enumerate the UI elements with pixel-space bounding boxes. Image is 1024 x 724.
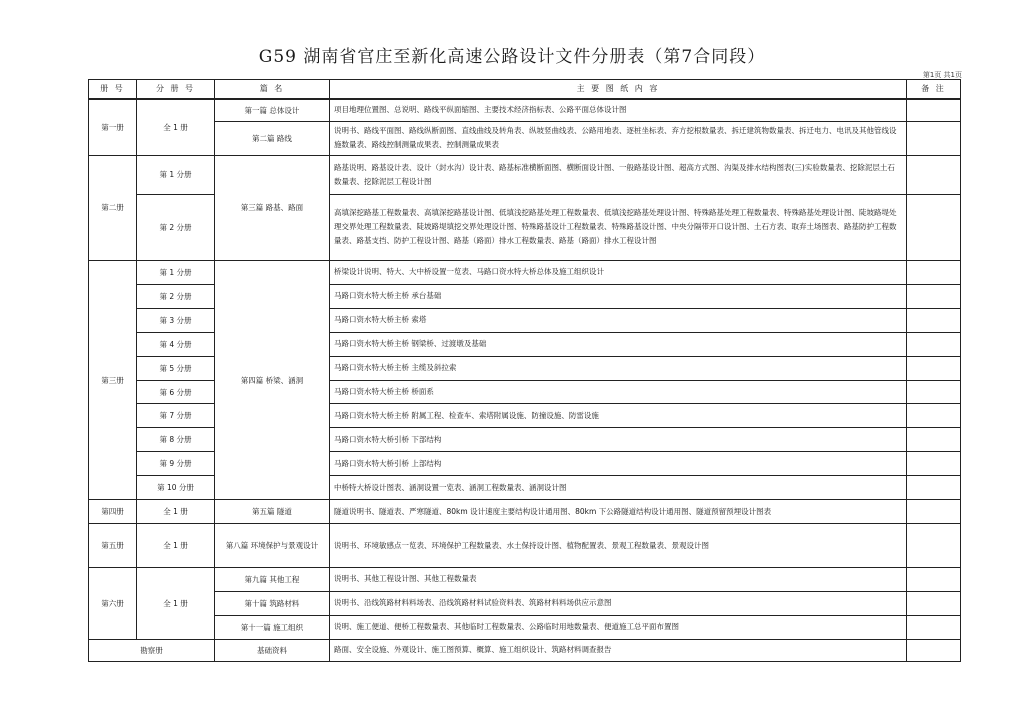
subvolume-cell: 第 7 分册 bbox=[137, 404, 215, 428]
table-row bbox=[89, 155, 961, 195]
remarks-cell bbox=[907, 615, 961, 639]
contents-cell: 马路口资水特大桥主桥 附属工程、检查车、索塔附属设施、防撞设施、防雷设施 bbox=[330, 404, 907, 428]
table-row bbox=[89, 122, 961, 155]
contents-cell: 马路口资水特大桥主桥 桥面系 bbox=[330, 380, 907, 404]
chapter-cell: 第四篇 桥梁、涵洞 bbox=[215, 260, 330, 500]
remarks-cell bbox=[907, 500, 961, 524]
chapter-cell: 基础资料 bbox=[215, 639, 330, 661]
subvolume-cell: 全 1 册 bbox=[137, 99, 215, 155]
remarks-cell bbox=[907, 122, 961, 155]
contents-cell: 说明书、沿线筑路材料料场表、沿线筑路材料试验资料表、筑路材料料场供应示意图 bbox=[330, 591, 907, 615]
chapter-cell: 第二篇 路线 bbox=[215, 122, 330, 155]
remarks-cell bbox=[907, 428, 961, 452]
contents-cell: 高填深挖路基工程数量表、高填深挖路基设计图、低填浅挖路基处理工程数量表、低填浅挖路基处理设计图、特殊路基处理工程数量表、特殊路基处理设计图、陡坡路堤处理交界处理工程数量表、陡坡路堤填挖交界处理设计图、特殊路基设计工程数量表、特殊路基设计图、中央分隔带开口设计图、土石方表、取弃土场图表、路基防护工程数量表、路基支挡、防护工程设计图、路基（路面）排水工程数量表、路基（路面）排水工程设计图 bbox=[330, 195, 907, 261]
contents-cell: 马路口资水特大桥主桥 钢梁桥、过渡墩及基础 bbox=[330, 332, 907, 356]
remarks-cell bbox=[907, 380, 961, 404]
chapter-cell: 第九篇 其他工程 bbox=[215, 568, 330, 592]
table-row bbox=[89, 568, 961, 592]
volume-cell: 第四册 bbox=[89, 500, 137, 524]
contents-cell: 马路口资水特大桥引桥 上部结构 bbox=[330, 452, 907, 476]
volume-cell: 第六册 bbox=[89, 568, 137, 640]
remarks-cell bbox=[907, 99, 961, 122]
remarks-cell bbox=[907, 260, 961, 284]
chapter-cell: 第五篇 隧道 bbox=[215, 500, 330, 524]
contents-cell: 隧道说明书、隧道表、严寒隧道、80km 设计速度主要结构设计通用图、80km 下公路隧道结构设计通用图、隧道预留预埋设计图表 bbox=[330, 500, 907, 524]
volume-cell: 第二册 bbox=[89, 155, 137, 260]
subvolume-cell: 第 9 分册 bbox=[137, 452, 215, 476]
subvolume-cell: 第 2 分册 bbox=[137, 284, 215, 308]
contents-cell: 桥梁设计说明、特大、大中桥设置一览表、马路口资水特大桥总体及施工组织设计 bbox=[330, 260, 907, 284]
volume-table bbox=[88, 79, 961, 662]
subvolume-cell: 第 6 分册 bbox=[137, 380, 215, 404]
chapter-cell: 第十篇 筑路材料 bbox=[215, 591, 330, 615]
contents-cell: 马路口资水特大桥主桥 承台基础 bbox=[330, 284, 907, 308]
table-header-row bbox=[89, 80, 961, 99]
contents-cell: 马路口资水特大桥主桥 索塔 bbox=[330, 308, 907, 332]
remarks-cell bbox=[907, 476, 961, 500]
subvolume-cell: 全 1 册 bbox=[137, 500, 215, 524]
chapter-cell: 第十一篇 施工组织 bbox=[215, 615, 330, 639]
header-subvolume: 分 册 号 bbox=[137, 80, 215, 99]
subvolume-cell: 全 1 册 bbox=[137, 568, 215, 640]
subvolume-cell: 第 3 分册 bbox=[137, 308, 215, 332]
contents-cell: 说明书、路线平面图、路线纵断面图、直线曲线及转角表、纵坡竖曲线表、公路用地表、逐桩坐标表、弃方挖根数量表、拆迁建筑物数量表、拆迁电力、电讯及其他管线设施数量表、路线控制测量成果表、控制测量成果表 bbox=[330, 122, 907, 155]
contents-cell: 路面、安全设施、外观设计、施工图预算、概算、施工组织设计、筑路材料调查报告 bbox=[330, 639, 907, 661]
contents-cell: 说明书、其他工程设计图、其他工程数量表 bbox=[330, 568, 907, 592]
subvolume-cell: 全 1 册 bbox=[137, 524, 215, 568]
subvolume-cell: 第 5 分册 bbox=[137, 356, 215, 380]
remarks-cell bbox=[907, 356, 961, 380]
contents-cell: 说明、施工便道、便桥工程数量表、其他临时工程数量表、公路临时用地数量表、便道施工总平面布置图 bbox=[330, 615, 907, 639]
header-volume: 册 号 bbox=[89, 80, 137, 99]
subvolume-cell: 第 10 分册 bbox=[137, 476, 215, 500]
remarks-cell bbox=[907, 568, 961, 592]
header-contents: 主 要 图 纸 内 容 bbox=[330, 80, 907, 99]
table-row bbox=[89, 500, 961, 524]
subvolume-cell: 第 8 分册 bbox=[137, 428, 215, 452]
remarks-cell bbox=[907, 284, 961, 308]
subvolume-cell: 第 2 分册 bbox=[137, 195, 215, 261]
subvolume-cell: 第 4 分册 bbox=[137, 332, 215, 356]
volume-cell: 第一册 bbox=[89, 99, 137, 155]
chapter-cell: 第八篇 环境保护与景观设计 bbox=[215, 524, 330, 568]
remarks-cell bbox=[907, 639, 961, 661]
table-row bbox=[89, 591, 961, 615]
contents-cell: 项目地理位置图、总说明、路线平纵面缩图、主要技术经济指标表、公路平面总体设计图 bbox=[330, 99, 907, 122]
remarks-cell bbox=[907, 591, 961, 615]
remarks-cell bbox=[907, 524, 961, 568]
table-row bbox=[89, 99, 961, 122]
volume-cell: 第五册 bbox=[89, 524, 137, 568]
remarks-cell bbox=[907, 155, 961, 195]
chapter-cell: 第一篇 总体设计 bbox=[215, 99, 330, 122]
document-title: G59 湖南省官庄至新化高速公路设计文件分册表（第7合同段） bbox=[258, 47, 766, 67]
volume-cell: 勘察册 bbox=[89, 639, 215, 661]
contents-cell: 马路口资水特大桥主桥 主缆及斜拉索 bbox=[330, 356, 907, 380]
contents-cell: 马路口资水特大桥引桥 下部结构 bbox=[330, 428, 907, 452]
remarks-cell bbox=[907, 332, 961, 356]
page-info: 第1页 共1页 bbox=[922, 71, 962, 79]
table-row bbox=[89, 524, 961, 568]
subvolume-cell: 第 1 分册 bbox=[137, 260, 215, 284]
remarks-cell bbox=[907, 452, 961, 476]
table-row bbox=[89, 639, 961, 661]
volume-cell: 第三册 bbox=[89, 260, 137, 500]
table-row bbox=[89, 615, 961, 639]
remarks-cell bbox=[907, 308, 961, 332]
remarks-cell bbox=[907, 195, 961, 261]
table-row bbox=[89, 260, 961, 284]
contents-cell: 路基说明、路基设计表、设计（封水沟）设计表、路基标准横断面图、横断面设计图、一般路基设计图、超高方式图、沟渠及排水结构图表(三)实验数量表、挖除泥层土石数量表、挖除泥层工程设计图 bbox=[330, 155, 907, 195]
header-remarks: 备 注 bbox=[907, 80, 961, 99]
contents-cell: 说明书、环境敏感点一览表、环境保护工程数量表、水土保持设计图、植物配置表、景观工程数量表、景观设计图 bbox=[330, 524, 907, 568]
chapter-cell: 第三篇 路基、路面 bbox=[215, 155, 330, 260]
contents-cell: 中桥特大桥设计图表、涵洞设置一览表、涵洞工程数量表、涵洞设计图 bbox=[330, 476, 907, 500]
subvolume-cell: 第 1 分册 bbox=[137, 155, 215, 195]
remarks-cell bbox=[907, 404, 961, 428]
header-chapter: 篇 名 bbox=[215, 80, 330, 99]
